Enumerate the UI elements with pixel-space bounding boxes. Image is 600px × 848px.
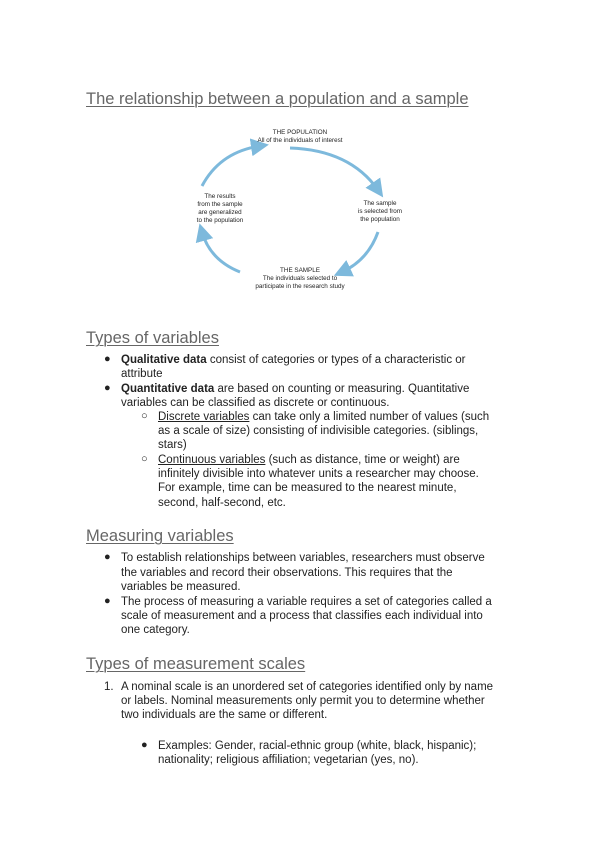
measuring-item2-line3: one category. [121,624,190,636]
discrete-variables-line2: as a scale of size) consisting of indivisible categories. (siblings, [158,425,479,437]
diagram-left-line3: are generalized [198,209,242,216]
quantitative-data-item: Quantitative data are based on counting or measuring. Quantitative [121,383,470,395]
diagram-right-line2: is selected from [357,208,403,215]
measuring-item2-line1: The process of measuring a variable requires a set of categories called a [121,596,492,608]
measuring-item2-line2: scale of measurement and a process that classifies each individual into [121,610,483,622]
bullet-icon: ● [104,382,111,394]
diagram-sample-line2: participate in the research study [255,283,345,290]
measuring-item1-line2: the variables and record their observations. This requires that the [121,567,453,579]
measuring-item1-line1: To establish relationships between variables, researchers must observe [121,552,485,564]
arrow-left-top [202,146,260,186]
nominal-scale-line3: two individuals are the same or different. [121,709,328,721]
diagram-sample-title: THE SAMPLE [280,267,320,274]
continuous-variables-line2: infinitely divisible into whatever units a researcher may choose. [158,468,479,480]
heading-measuring-variables: Measuring variables [86,527,234,545]
nominal-scale-line1: A nominal scale is an unordered set of categories identified only by name [121,681,494,693]
continuous-variables-item: Continuous variables (such as distance, time or weight) are [158,454,460,466]
diagram-left-line1: The results [204,193,236,200]
bullet-icon: ● [104,353,111,365]
heading-measurement-scales: Types of measurement scales [86,655,306,673]
heading-types-of-variables: Types of variables [86,329,219,347]
discrete-variables-item: Discrete variables can take only a limited number of values (such [158,411,490,423]
measuring-item1-line3: variables be measured. [121,581,241,593]
nominal-examples-line2: nationality; religious affiliation; vegetarian (yes, no). [158,754,419,766]
diagram-right-line3: the population [360,216,400,223]
quantitative-data-line2: variables can be classified as discrete or continuous. [121,397,390,409]
bullet-icon: ● [104,551,111,563]
diagram-sample-line1: The individuals selected to [262,275,338,282]
bullet-icon: ● [104,595,111,607]
qualitative-data-line2: attribute [121,368,163,380]
arrow-bottom-left [202,232,240,272]
nominal-examples-line1: Examples: Gender, racial-ethnic group (white, black, hispanic); [158,740,477,752]
continuous-variables-line4: second, half-second, etc. [158,497,286,509]
qualitative-data-item: Qualitative data consist of categories or types of a characteristic or [121,354,466,366]
circle-bullet-icon: ○ [141,410,148,422]
diagram-left-line2: from the sample [197,201,243,208]
circle-bullet-icon: ○ [141,453,148,465]
heading-population-sample: The relationship between a population and a sample [86,90,469,108]
continuous-variables-line3: For example, time can be measured to the nearest minute, [158,482,457,494]
arrow-top-right [290,148,378,190]
diagram-right-line1: The sample [363,200,397,207]
list-number: 1. [104,681,114,693]
bullet-icon: ● [141,739,148,751]
nominal-scale-line2: or labels. Nominal measurements only permit you to determine whether [121,695,485,707]
diagram-population-title: THE POPULATION [272,129,328,136]
population-sample-diagram [180,120,420,295]
arrow-right-bottom [342,232,378,272]
diagram-population-desc: All of the individuals of interest [257,137,343,144]
diagram-left-line4: to the population [196,217,244,224]
discrete-variables-line3: stars) [158,439,187,451]
